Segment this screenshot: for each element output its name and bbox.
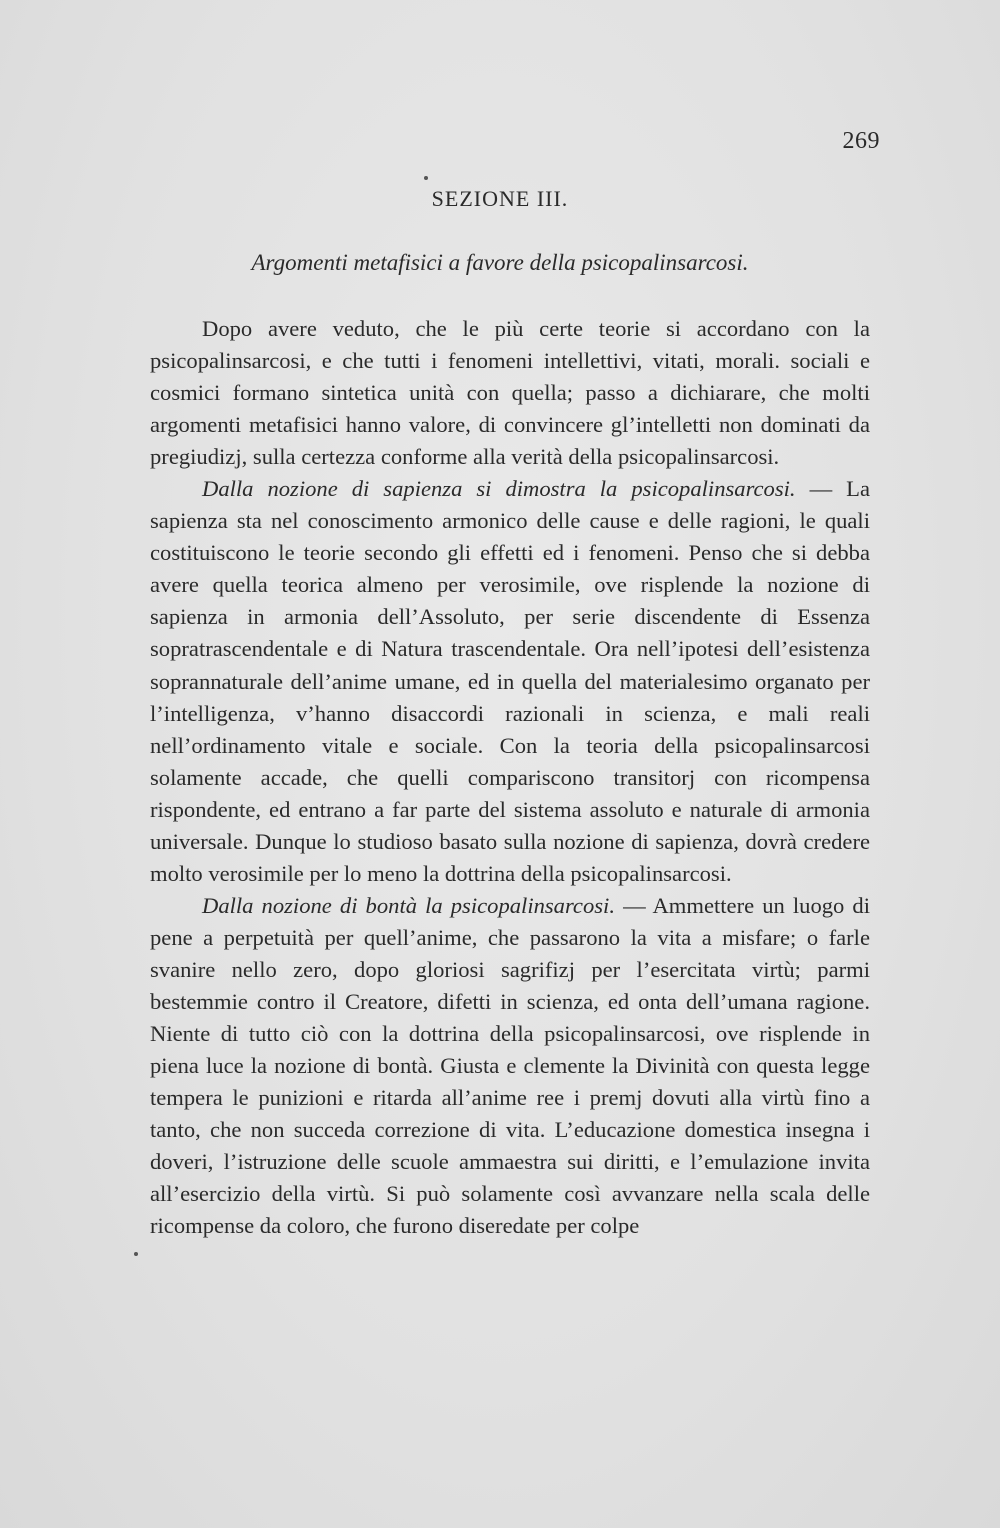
paragraph-sapienza (150, 473, 870, 890)
paragraph-lead: Dalla nozione di sapienza si dimostra la psicopalinsarcosi. (202, 476, 796, 502)
paragraph-text: Dopo avere veduto, che le più certe teorie si accordano con la psicopalinsarcosi, e che tutti i fenomeni intellettivi, vitati, morali. sociali e cosmici formano sintetica unità con quella; passo a dichiarare, che molti argomenti metafisici hanno valore, di convincere gl’intelletti non dominati da pregiudizj, sulla certezza conforme alla verità della psicopalinsarcosi. (150, 316, 870, 470)
paragraph-intro (150, 313, 870, 473)
paragraph-text: — La sapienza sta nel conoscimento armonico delle cause e delle ragioni, le quali costituiscono le teorie secondo gli effetti ed i fenomeni. Penso che si debba avere quella teorica almeno per verosimile, ove risplende la nozione di sapienza in armonia dell’Assoluto, per serie discendente di Essenza sopratrascendentale e di Natura trascendentale. Ora nell’ipotesi dell’esistenza soprannaturale dell’anime umane, ed in quella del materialesimo organato per l’intelligenza, v’hanno disaccordi razionali in scienza, e mali reali nell’ordinamento vitale e sociale. Con la teoria della psicopalinsarcosi solamente accade, che quelli compariscono transitorj con ricompensa rispondente, ed entrano a far parte del sistema assoluto e naturale di armonia universale. Dunque lo studioso basato sulla nozione di sapienza, dovrà credere molto verosimile per lo meno la dottrina della psicopalinsarcosi. (150, 476, 870, 886)
page-number: 269 (842, 128, 880, 154)
ink-speck (424, 176, 428, 180)
paragraph-lead: Dalla nozione di bontà la psicopalinsarcosi. (202, 892, 615, 918)
paragraph-bonta (150, 890, 870, 1243)
section-heading: SEZIONE III. (431, 186, 569, 211)
section-subtitle: Argomenti metafisici a favore della psicopalinsarcosi. (251, 250, 749, 275)
paragraph-text: — Ammettere un luogo di pene a perpetuità per quell’anime, che passarono la vita a misfare; o farle svanire nello zero, dopo gloriosi sagrifizj per l’esercitata virtù; parmi bestemmie contro il Creatore, difetti in scienza, ed onta dell’umana ragione. Niente di tutto ciò con la dottrina della psicopalinsarcosi, ove risplende in piena luce la nozione di bontà. Giusta e clemente la Divinità con questa legge tempera le punizioni e ritarda all’anime ree i premj dovuti alla virtù fino a tanto, che non succeda correzione di vita. L’educazione domestica insegna i doveri, l’istruzione delle scuole ammaestra sui diritti, e l’emulazione invita all’esercizio della virtù. Si può solamente così avvanzare nella scala delle ricompense da coloro, che furono diseredate per colpe (150, 892, 870, 1239)
body-text (150, 313, 870, 1242)
ink-speck (134, 1252, 138, 1256)
